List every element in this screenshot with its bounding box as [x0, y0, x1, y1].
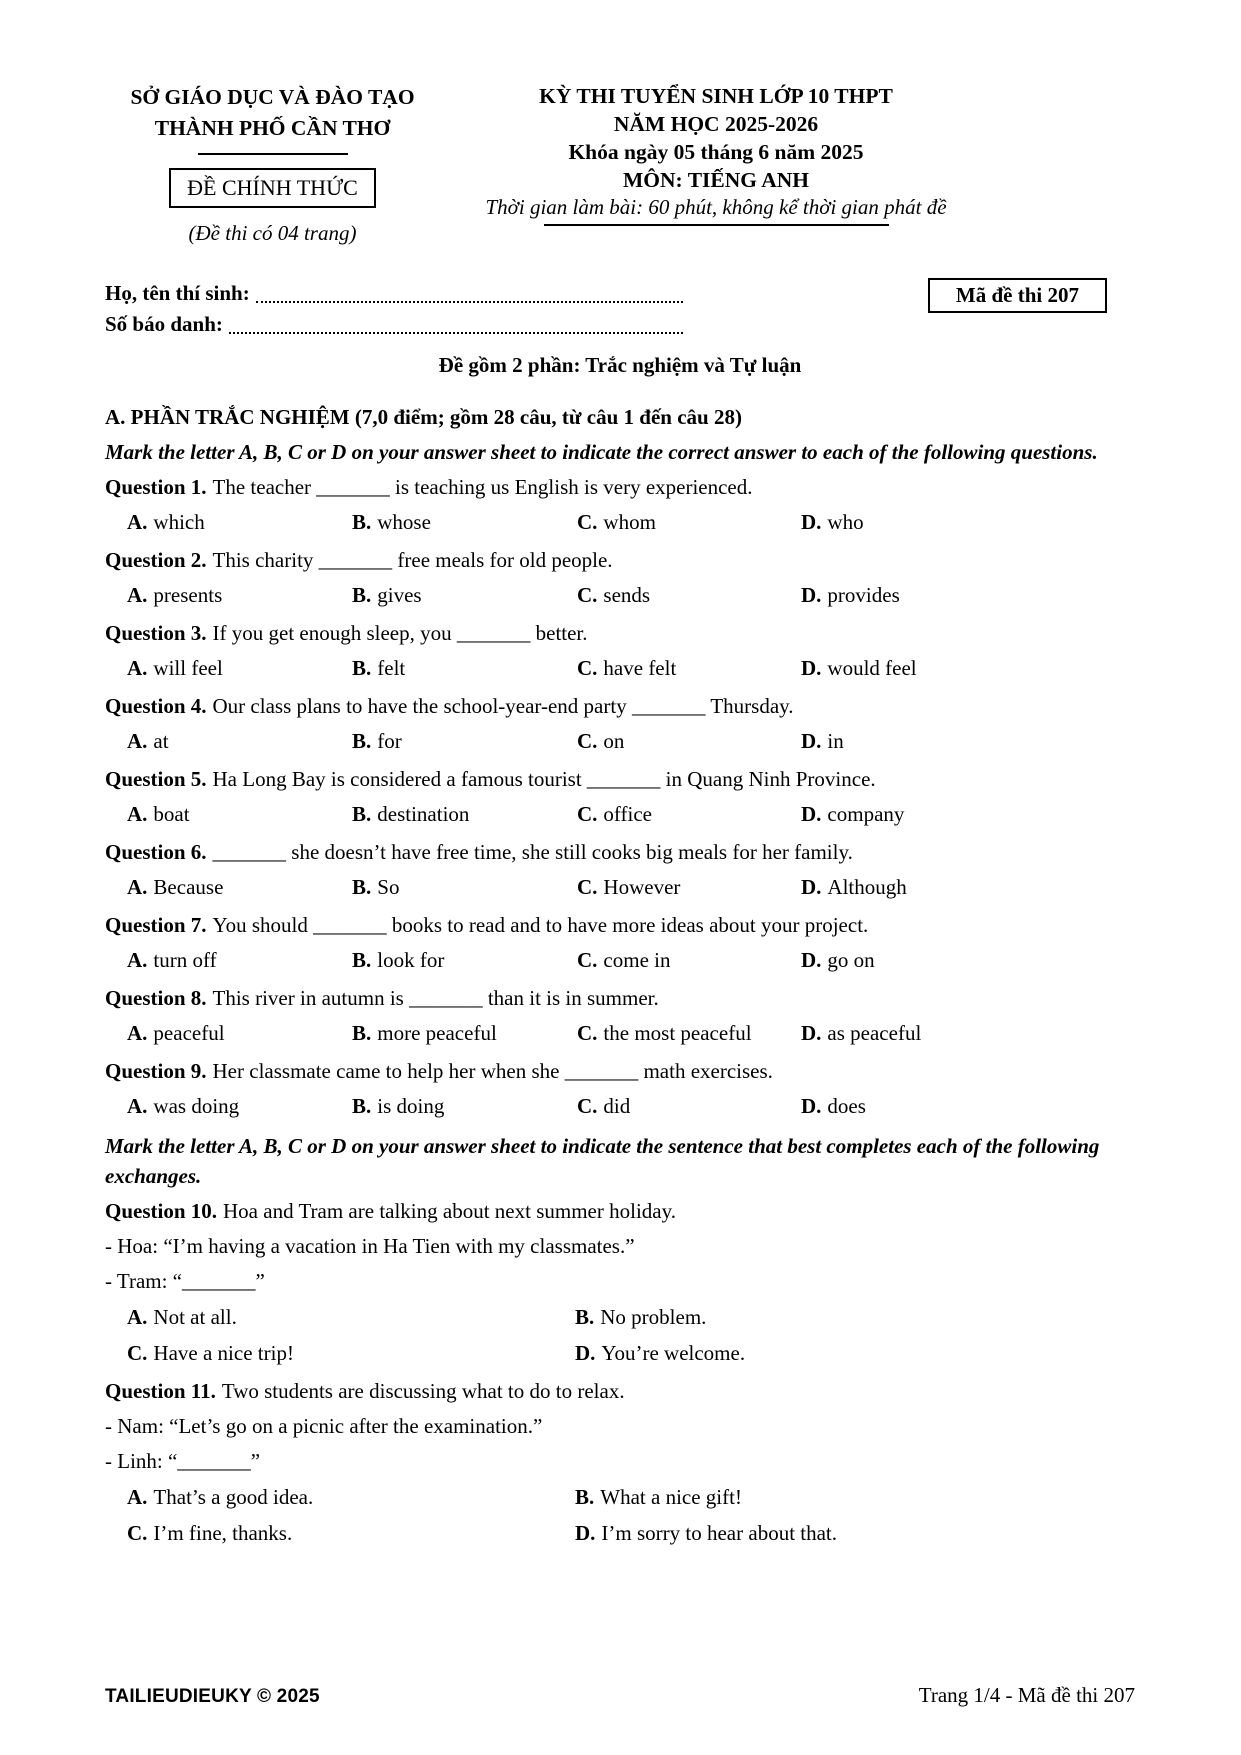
option-text: on [603, 729, 625, 753]
option-text: at [153, 729, 169, 753]
option-text: go on [827, 948, 875, 972]
question-number: Question 4. [105, 694, 207, 718]
option-c [127, 1335, 575, 1371]
exam-title-line-1: KỲ THI TUYỂN SINH LỚP 10 THPT [539, 84, 893, 108]
question-number: Question 1. [105, 475, 207, 499]
question-text: The teacher _______ is teaching us English is very experienced. [212, 475, 753, 499]
option-a [127, 651, 352, 686]
option-letter: B. [575, 1305, 595, 1329]
option-c [577, 651, 801, 686]
page-footer [105, 1683, 1135, 1708]
question-text: Hoa and Tram are talking about next summer holiday. [223, 1199, 676, 1223]
option-letter: B. [352, 1094, 372, 1118]
option-letter: A. [127, 583, 148, 607]
option-text: Although [827, 875, 907, 899]
option-a [127, 1016, 352, 1051]
option-a [127, 724, 352, 759]
option-letter: C. [577, 875, 598, 899]
option-a [127, 505, 352, 540]
question-number: Question 11. [105, 1379, 216, 1403]
candidate-id-label: Số báo danh: [105, 312, 223, 336]
option-letter: C. [577, 656, 598, 680]
option-text: provides [827, 583, 900, 607]
exam-structure-note: Đề gồm 2 phần: Trắc nghiệm và Tự luận [438, 353, 802, 377]
question-text: Ha Long Bay is considered a famous tourist _______ in Quang Ninh Province. [212, 767, 876, 791]
question-number: Question 6. [105, 840, 207, 864]
question-1 [105, 470, 1135, 540]
option-b [352, 505, 577, 540]
candidate-name-label: Họ, tên thí sinh: [105, 281, 250, 305]
official-exam-label: ĐỀ CHÍNH THỨC [187, 175, 358, 200]
footer-page-number: Trang 1/4 - Mã đề thi 207 [918, 1683, 1135, 1707]
exam-duration-note: Thời gian làm bài: 60 phút, không kể thời gian phát đề [485, 195, 947, 219]
instruction-multiple-choice: Mark the letter A, B, C or D on your answer sheet to indicate the correct answer to each of the following questions. [105, 440, 1098, 464]
option-d [801, 1089, 1135, 1124]
option-letter: C. [577, 948, 598, 972]
option-b [352, 797, 577, 832]
option-c [127, 1515, 575, 1551]
candidate-id-dotted-line [229, 332, 683, 334]
option-letter: C. [577, 1094, 598, 1118]
authority-divider-line [198, 153, 348, 155]
question-stem [105, 908, 1135, 943]
option-letter: D. [801, 729, 822, 753]
option-d [801, 578, 1135, 613]
options-row [105, 724, 1135, 759]
option-letter: B. [352, 1021, 372, 1045]
option-text: would feel [827, 656, 917, 680]
question-4 [105, 689, 1135, 759]
option-d [801, 651, 1135, 686]
question-stem [105, 543, 1135, 578]
option-text: is doing [377, 1094, 445, 1118]
option-letter: D. [801, 1021, 822, 1045]
option-b [352, 1089, 577, 1124]
option-a [127, 1089, 352, 1124]
exam-title-line-3: Khóa ngày 05 tháng 6 năm 2025 [568, 140, 864, 164]
exam-subject-line: MÔN: TIẾNG ANH [623, 168, 809, 192]
options-row [105, 505, 1135, 540]
option-c [577, 578, 801, 613]
option-letter: B. [352, 510, 372, 534]
question-stem [105, 470, 1135, 505]
option-d [575, 1515, 1135, 1551]
option-letter: A. [127, 802, 148, 826]
option-letter: D. [801, 875, 822, 899]
option-letter: B. [352, 583, 372, 607]
option-d [801, 797, 1135, 832]
option-letter: C. [127, 1521, 148, 1545]
option-c [577, 797, 801, 832]
option-letter: D. [801, 583, 822, 607]
option-text: whom [603, 510, 656, 534]
option-letter: A. [127, 875, 148, 899]
candidate-id-row [105, 309, 683, 340]
question-text: _______ she doesn’t have free time, she still cooks big meals for her family. [212, 840, 853, 864]
option-c [577, 1016, 801, 1051]
option-c [577, 724, 801, 759]
authority-line-2: THÀNH PHỐ CẦN THƠ [154, 116, 391, 140]
option-letter: C. [127, 1341, 148, 1365]
candidate-name-row [105, 278, 683, 309]
option-letter: D. [801, 656, 822, 680]
option-letter: D. [801, 802, 822, 826]
option-text: whose [377, 510, 431, 534]
candidate-fields [105, 278, 683, 340]
question-stem [105, 1054, 1135, 1089]
options-row [105, 578, 1135, 613]
official-exam-box [169, 168, 376, 208]
candidate-info [105, 278, 1135, 340]
option-text: Have a nice trip! [153, 1341, 294, 1365]
option-text: I’m fine, thanks. [153, 1521, 293, 1545]
question-text: If you get enough sleep, you _______ better. [212, 621, 588, 645]
options-row [105, 1479, 1135, 1515]
question-9 [105, 1054, 1135, 1124]
option-text: I’m sorry to hear about that. [601, 1521, 838, 1545]
option-text: more peaceful [377, 1021, 497, 1045]
option-text: That’s a good idea. [153, 1485, 314, 1509]
option-text: presents [153, 583, 223, 607]
question-stem [105, 1194, 1135, 1229]
exam-title-line-2: NĂM HỌC 2025-2026 [613, 112, 819, 136]
question-stem [105, 616, 1135, 651]
options-row [105, 797, 1135, 832]
question-number: Question 9. [105, 1059, 207, 1083]
option-text: gives [377, 583, 422, 607]
option-letter: B. [352, 729, 372, 753]
options-row [105, 651, 1135, 686]
option-text: come in [603, 948, 671, 972]
option-letter: D. [801, 510, 822, 534]
question-stem [105, 762, 1135, 797]
question-stem [105, 981, 1135, 1016]
option-b [352, 651, 577, 686]
option-letter: A. [127, 1485, 148, 1509]
option-text: felt [377, 656, 406, 680]
option-text: sends [603, 583, 651, 607]
question-text: You should _______ books to read and to have more ideas about your project. [212, 913, 869, 937]
question-stem [105, 835, 1135, 870]
issuing-authority-block [105, 82, 440, 246]
question-2 [105, 543, 1135, 613]
option-text: destination [377, 802, 470, 826]
question-11 [105, 1374, 1135, 1551]
option-text: However [603, 875, 681, 899]
option-text: turn off [153, 948, 217, 972]
option-text: What a nice gift! [600, 1485, 742, 1509]
option-text: was doing [153, 1094, 240, 1118]
option-letter: D. [575, 1341, 596, 1365]
option-text: You’re welcome. [601, 1341, 746, 1365]
option-letter: D. [575, 1521, 596, 1545]
option-text: office [603, 802, 653, 826]
option-c [577, 1089, 801, 1124]
exam-code-label: Mã đề thi 207 [955, 283, 1079, 307]
option-text: peaceful [153, 1021, 225, 1045]
option-text: have felt [603, 656, 677, 680]
option-d [801, 724, 1135, 759]
authority-line-1: SỞ GIÁO DỤC VÀ ĐÀO TẠO [130, 85, 415, 109]
option-c [577, 943, 801, 978]
question-number: Question 10. [105, 1199, 218, 1223]
dialogue-line-1: - Hoa: “I’m having a vacation in Ha Tien with my classmates.” [105, 1234, 635, 1258]
options-row [105, 1515, 1135, 1551]
options-row [105, 943, 1135, 978]
option-text: which [153, 510, 205, 534]
question-7 [105, 908, 1135, 978]
question-text: This river in autumn is _______ than it is in summer. [212, 986, 659, 1010]
option-letter: B. [352, 656, 372, 680]
option-letter: C. [577, 729, 598, 753]
section-a-title: A. PHẦN TRẮC NGHIỆM (7,0 điểm; gồm 28 câu, từ câu 1 đến câu 28) [105, 405, 742, 429]
option-letter: D. [801, 1094, 822, 1118]
option-b [575, 1299, 1135, 1335]
option-letter: B. [352, 802, 372, 826]
option-a [127, 943, 352, 978]
question-3 [105, 616, 1135, 686]
option-letter: C. [577, 583, 598, 607]
option-text: will feel [153, 656, 223, 680]
options-row [105, 1016, 1135, 1051]
option-a [127, 870, 352, 905]
option-d [575, 1335, 1135, 1371]
question-text: Our class plans to have the school-year-end party _______ Thursday. [212, 694, 794, 718]
question-text: Two students are discussing what to do to relax. [221, 1379, 625, 1403]
option-text: for [377, 729, 402, 753]
option-letter: D. [801, 948, 822, 972]
question-6 [105, 835, 1135, 905]
candidate-name-dotted-line [256, 301, 683, 303]
option-text: who [827, 510, 864, 534]
question-text: This charity _______ free meals for old people. [212, 548, 613, 572]
footer-watermark: TAILIEUDIEUKY © 2025 [105, 1686, 320, 1707]
exam-title-block [440, 82, 992, 246]
question-number: Question 2. [105, 548, 207, 572]
option-d [801, 1016, 1135, 1051]
option-b [352, 724, 577, 759]
option-c [577, 505, 801, 540]
option-letter: A. [127, 1094, 148, 1118]
title-divider-line [544, 224, 889, 226]
question-5 [105, 762, 1135, 832]
option-letter: C. [577, 802, 598, 826]
option-letter: B. [352, 875, 372, 899]
option-text: does [827, 1094, 866, 1118]
option-b [352, 1016, 577, 1051]
option-text: company [827, 802, 905, 826]
option-letter: B. [352, 948, 372, 972]
options-row [105, 1089, 1135, 1124]
question-stem [105, 1374, 1135, 1409]
question-number: Question 5. [105, 767, 207, 791]
question-stem [105, 689, 1135, 724]
option-letter: A. [127, 656, 148, 680]
option-letter: A. [127, 948, 148, 972]
option-a [127, 1299, 575, 1335]
option-a [127, 1479, 575, 1515]
options-row [105, 1299, 1135, 1335]
question-number: Question 3. [105, 621, 207, 645]
options-row [105, 1335, 1135, 1371]
question-8 [105, 981, 1135, 1051]
option-letter: A. [127, 1021, 148, 1045]
option-text: the most peaceful [603, 1021, 752, 1045]
question-number: Question 7. [105, 913, 207, 937]
dialogue-line-2: - Tram: “_______” [105, 1269, 265, 1293]
option-text: in [827, 729, 844, 753]
option-b [575, 1479, 1135, 1515]
question-text: Her classmate came to help her when she _______ math exercises. [212, 1059, 773, 1083]
option-text: boat [153, 802, 190, 826]
option-text: Because [153, 875, 224, 899]
option-text: as peaceful [827, 1021, 922, 1045]
option-letter: A. [127, 1305, 148, 1329]
option-letter: C. [577, 510, 598, 534]
option-b [352, 870, 577, 905]
option-letter: A. [127, 510, 148, 534]
option-a [127, 578, 352, 613]
question-number: Question 8. [105, 986, 207, 1010]
option-text: did [603, 1094, 631, 1118]
option-text: So [377, 875, 400, 899]
options-row [105, 870, 1135, 905]
option-text: look for [377, 948, 445, 972]
option-d [801, 943, 1135, 978]
option-c [577, 870, 801, 905]
dialogue-line-2: - Linh: “_______” [105, 1449, 261, 1473]
option-d [801, 505, 1135, 540]
dialogue-line-1: - Nam: “Let’s go on a picnic after the examination.” [105, 1414, 543, 1438]
option-d [801, 870, 1135, 905]
question-10 [105, 1194, 1135, 1371]
exam-header [105, 82, 1135, 246]
pages-note: (Đề thi có 04 trang) [188, 221, 357, 245]
option-text: No problem. [600, 1305, 707, 1329]
exam-code-box [928, 278, 1107, 313]
option-a [127, 797, 352, 832]
option-letter: B. [575, 1485, 595, 1509]
option-text: Not at all. [153, 1305, 237, 1329]
option-b [352, 578, 577, 613]
instruction-exchange: Mark the letter A, B, C or D on your answer sheet to indicate the sentence that best completes each of the following exchanges. [105, 1134, 1100, 1188]
option-b [352, 943, 577, 978]
option-letter: A. [127, 729, 148, 753]
option-letter: C. [577, 1021, 598, 1045]
